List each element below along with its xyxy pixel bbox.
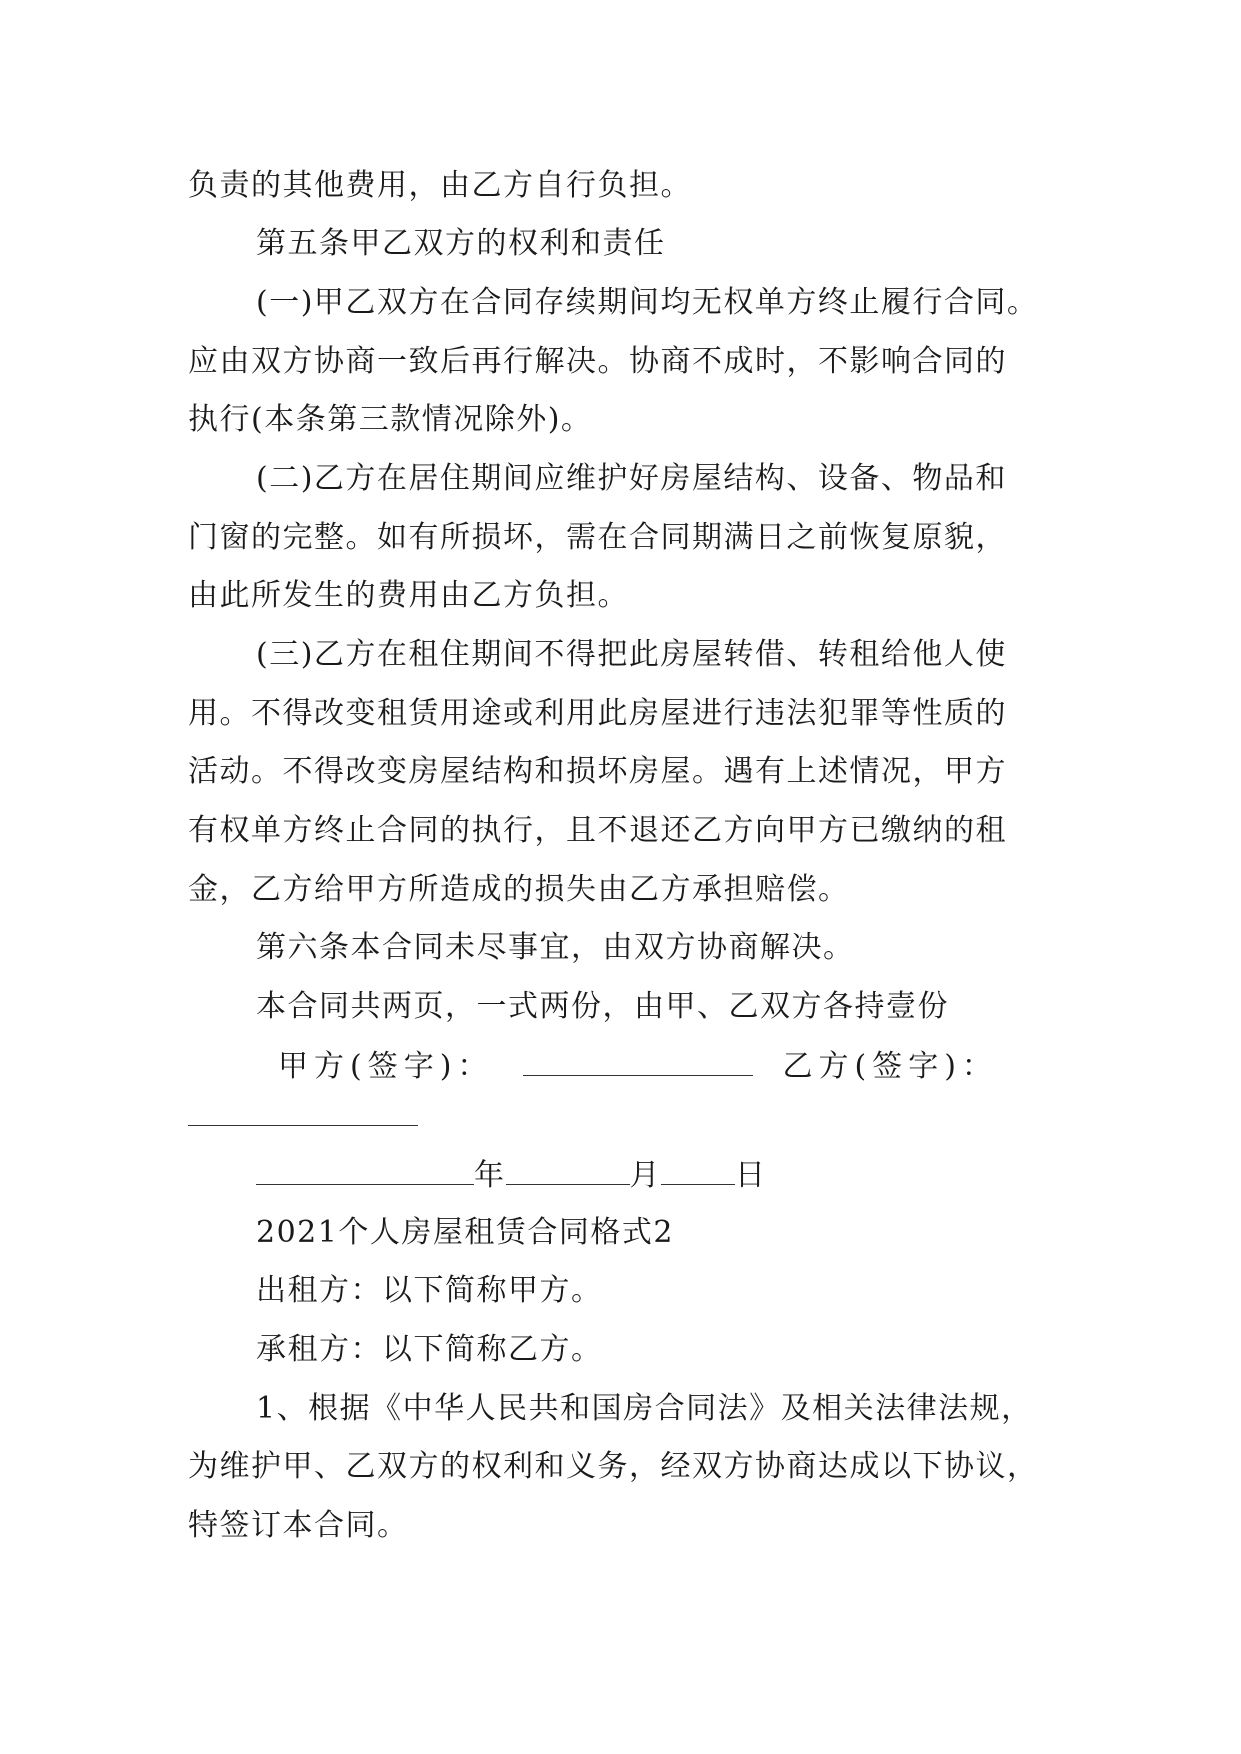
paragraph-line: 负责的其他费用，由乙方自行负担。 [188,168,692,203]
article-heading: 第六条本合同未尽事宜，由双方协商解决。 [256,930,855,965]
signature-line [278,1045,998,1087]
day-label: 日 [735,1158,767,1193]
paragraph-line: 门窗的完整。如有所损坏，需在合同期满日之前恢复原貌， [188,520,1007,555]
paragraph-line: (一)甲乙双方在合同存续期间均无权单方终止履行合同。 [256,285,1039,320]
month-label: 月 [629,1158,661,1193]
party-a-signature-blank[interactable] [523,1045,753,1076]
paragraph-line: 有权单方终止合同的执行，且不退还乙方向甲方已缴纳的租 [188,813,1007,848]
month-blank[interactable] [506,1154,630,1185]
paragraph-line: 用。不得改变租赁用途或利用此房屋进行违法犯罪等性质的 [188,696,1007,731]
party-a-signature-label: 甲方(签字)： [278,1049,494,1084]
paragraph-line: 为维护甲、乙双方的权利和义务，经双方协商达成以下协议， [188,1449,1039,1484]
year-label: 年 [474,1158,506,1193]
paragraph-line: 本合同共两页，一式两份，由甲、乙双方各持壹份 [256,989,949,1024]
paragraph-line: (二)乙方在居住期间应维护好房屋结构、设备、物品和 [256,461,1007,496]
paragraph-line: 执行(本条第三款情况除外)。 [188,402,593,437]
paragraph-line: 特签订本合同。 [188,1508,409,1543]
paragraph-line: 应由双方协商一致后再行解决。协商不成时，不影响合同的 [188,344,1007,379]
year-blank[interactable] [256,1154,474,1185]
party-b-signature-blank[interactable] [188,1125,418,1126]
paragraph-line: 出租方：以下简称甲方。 [256,1273,603,1308]
day-blank[interactable] [661,1154,735,1185]
paragraph-line: 金，乙方给甲方所造成的损失由乙方承担赔偿。 [188,872,850,907]
party-b-signature-label: 乙方(签字)： [782,1049,998,1084]
date-line [256,1154,767,1196]
paragraph-line: 1、根据《中华人民共和国房合同法》及相关法律法规， [256,1391,1033,1426]
paragraph-line: 承租方：以下简称乙方。 [256,1332,603,1367]
section-title: 2021个人房屋租赁合同格式2 [256,1215,674,1250]
paragraph-line: 活动。不得改变房屋结构和损坏房屋。遇有上述情况，甲方 [188,754,1007,789]
paragraph-line: (三)乙方在租住期间不得把此房屋转借、转租给他人使 [256,637,1007,672]
article-heading: 第五条甲乙双方的权利和责任 [256,226,666,261]
paragraph-line: 由此所发生的费用由乙方负担。 [188,578,629,613]
